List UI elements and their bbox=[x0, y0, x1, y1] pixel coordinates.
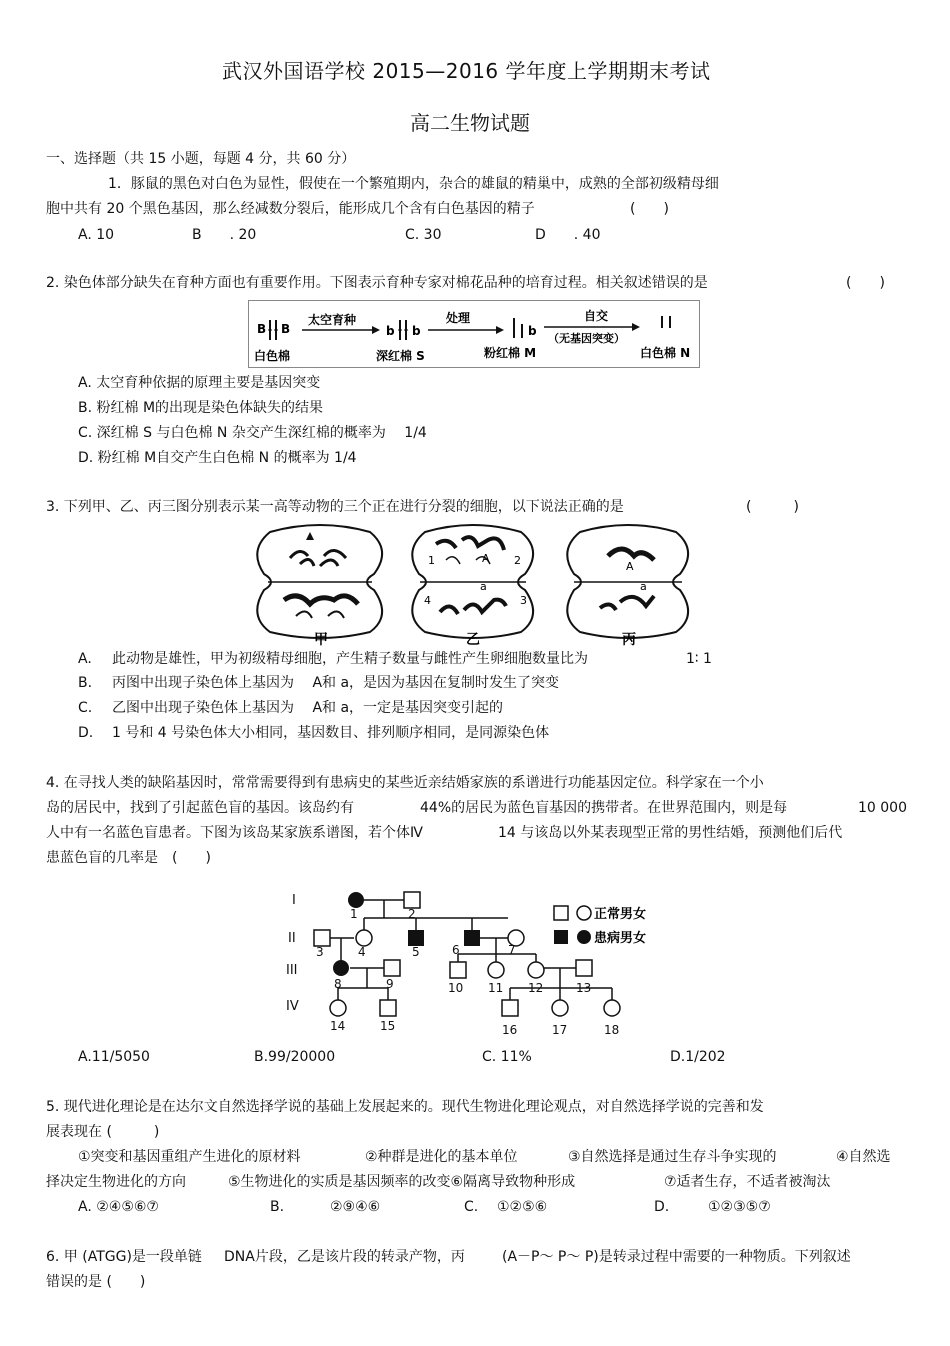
q2-gene-b-right: B bbox=[281, 322, 291, 336]
q3-gene-a: a bbox=[480, 580, 487, 593]
q4-line4: 患蓝色盲的几率是 ( ) bbox=[46, 850, 211, 866]
cell-jia bbox=[257, 525, 382, 638]
q3-option-d-text: 1 号和 4 号染色体大小相同，基因数目、排列顺序相同，是同源染色体 bbox=[112, 725, 550, 741]
legend-normal: 正常男女 bbox=[594, 907, 647, 922]
q3-label-bing: 丙 bbox=[622, 632, 636, 646]
q1-option-c: C. 30 bbox=[405, 227, 442, 243]
q2-label-white: 白色棉 bbox=[254, 349, 291, 363]
q2-gene-m: b bbox=[528, 324, 537, 338]
q1-line2: 胞中共有 20 个黑色基因，那么经减数分裂后，能形成几个含有白色基因的精子 bbox=[46, 201, 535, 217]
q2-option-a: A. 太空育种依据的原理主要是基因突变 bbox=[78, 375, 321, 391]
id-16: 16 bbox=[502, 1023, 518, 1036]
q4-line3a: 人中有一名蓝色盲患者。下图为该岛某家族系谱图，若个体Ⅳ bbox=[46, 825, 423, 841]
section-heading: 一、选择题（共 15 小题，每题 4 分，共 60 分） bbox=[46, 151, 356, 167]
q3-option-a-key: A. bbox=[78, 651, 92, 667]
q6-line1c: (A－P～ P～ P)是转录过程中需要的一种物质。下列叙述 bbox=[502, 1249, 851, 1265]
gen-II: II bbox=[288, 931, 296, 946]
q4-line2a: 岛的居民中，找到了引起蓝色盲的基因。该岛约有 bbox=[46, 800, 354, 816]
q3-option-c-key: C. bbox=[78, 700, 93, 716]
q2-gene-s1: b bbox=[386, 324, 395, 338]
id-13: 13 bbox=[576, 981, 592, 995]
q5-item-4a: ④自然选 bbox=[836, 1149, 891, 1165]
pedigree-5 bbox=[408, 930, 424, 946]
q2-label-s: 深红棉 S bbox=[376, 349, 425, 363]
q5-option-c-text: ①②⑤⑥ bbox=[497, 1199, 548, 1215]
q3-stem: 3. 下列甲、乙、丙三图分别表示某一高等动物的三个正在进行分裂的细胞，以下说法正确的是 bbox=[46, 499, 624, 515]
q1-option-a: A. 10 bbox=[78, 227, 115, 243]
pedigree-9 bbox=[384, 960, 400, 976]
q6-line1b: DNA片段，乙是该片段的转录产物，丙 bbox=[224, 1249, 465, 1265]
id-18: 18 bbox=[604, 1023, 620, 1036]
q2-arrow2-label: 处理 bbox=[446, 311, 471, 325]
q2-arrow3-top: 自交 bbox=[584, 309, 609, 323]
q2-option-b: B. 粉红棉 M的出现是染色体缺失的结果 bbox=[78, 400, 324, 416]
q5-item-3: ③自然选择是通过生存斗争实现的 bbox=[568, 1149, 777, 1165]
pedigree-2 bbox=[404, 892, 420, 908]
q2-label-m: 粉红棉 M bbox=[484, 346, 537, 360]
q4-option-b: B.99/20000 bbox=[254, 1049, 336, 1065]
q3-gene-A2: A bbox=[626, 560, 634, 573]
q4-line3b: 14 与该岛以外某表现型正常的男性结婚，预测他们后代 bbox=[498, 825, 843, 841]
id-17: 17 bbox=[552, 1023, 568, 1036]
q3-option-c-text: 乙图中出现子染色体上基因为 A和 a，一定是基因突变引起的 bbox=[112, 700, 504, 716]
id-9: 9 bbox=[386, 977, 394, 991]
q5-line2: 展表现在 ( ) bbox=[46, 1124, 160, 1140]
exam-title: 武汉外国语学校 2015—2016 学年度上学期期末考试 bbox=[222, 59, 711, 83]
q5-option-d-text: ①②③⑤⑦ bbox=[708, 1199, 771, 1215]
id-5: 5 bbox=[412, 945, 420, 959]
pedigree-12 bbox=[528, 962, 544, 978]
pedigree-4 bbox=[356, 930, 372, 946]
q2-gene-b-left: B bbox=[257, 322, 267, 336]
q3-label-yi: 乙 bbox=[466, 632, 480, 646]
q4-line2b: 44%的居民为蓝色盲基因的携带者。在世界范围内，则是每 bbox=[420, 800, 788, 816]
gen-IV: IV bbox=[286, 999, 299, 1014]
pedigree-3 bbox=[314, 930, 330, 946]
gen-III: III bbox=[286, 963, 298, 978]
id-4: 4 bbox=[358, 945, 366, 959]
q4-option-a: A.11/5050 bbox=[78, 1049, 150, 1065]
q5-item-7: ⑦适者生存，不适者被淘汰 bbox=[664, 1174, 831, 1190]
q4-line1: 4. 在寻找人类的缺陷基因时，常常需要得到有患病史的某些近亲结婚家族的系谱进行功能基因定位。科学家在一个小 bbox=[46, 775, 764, 791]
q3-label-jia: 甲 bbox=[314, 632, 328, 646]
q1-line1: 1．豚鼠的黑色对白色为显性，假使在一个繁殖期内，杂合的雄鼠的精巢中，成熟的全部初级精母细 bbox=[108, 176, 719, 192]
q2-label-n: 白色棉 N bbox=[640, 346, 691, 360]
q2-option-d: D. 粉红棉 M自交产生白色棉 N 的概率为 1/4 bbox=[78, 450, 357, 466]
pedigree-1 bbox=[348, 892, 364, 908]
id-14: 14 bbox=[330, 1019, 346, 1033]
q4-option-d: D.1/202 bbox=[670, 1049, 726, 1065]
q5-option-c-key: C. bbox=[464, 1199, 479, 1215]
id-12: 12 bbox=[528, 981, 544, 995]
id-2: 2 bbox=[408, 907, 416, 921]
q3-num-1: 1 bbox=[428, 554, 435, 567]
pedigree-18 bbox=[604, 1000, 620, 1016]
q3-gene-a2: a bbox=[640, 580, 647, 593]
q4-option-c: C. 11% bbox=[482, 1049, 532, 1065]
pedigree-8 bbox=[333, 960, 349, 976]
q1-option-b: B . 20 bbox=[192, 227, 257, 243]
q3-num-4: 4 bbox=[424, 594, 431, 607]
q3-paren: ( ) bbox=[746, 499, 799, 515]
id-3: 3 bbox=[316, 945, 324, 959]
cell-yi bbox=[412, 525, 533, 638]
q2-arrow3-bottom: （无基因突变） bbox=[548, 332, 625, 345]
q4-pedigree-figure bbox=[272, 878, 676, 1036]
pedigree-17 bbox=[552, 1000, 568, 1016]
q5-option-b-text: ②⑨④⑥ bbox=[330, 1199, 381, 1215]
q3-option-a-tail: 1∶ 1 bbox=[686, 651, 712, 667]
cell-bing bbox=[567, 525, 688, 638]
pedigree-15 bbox=[380, 1000, 396, 1016]
q2-arrow1-label: 太空育种 bbox=[308, 313, 357, 327]
pedigree-16 bbox=[502, 1000, 518, 1016]
q3-option-a-text: 此动物是雄性，甲为初级精母细胞，产生精子数量与雌性产生卵细胞数量比为 bbox=[112, 651, 588, 667]
q1-option-d: D . 40 bbox=[535, 227, 601, 243]
q4-line2c: 10 000 bbox=[858, 800, 907, 816]
id-8: 8 bbox=[334, 977, 342, 991]
q2-paren: ( ) bbox=[846, 275, 885, 291]
id-1: 1 bbox=[350, 907, 358, 921]
pedigree-6 bbox=[464, 930, 480, 946]
q5-item-1: ①突变和基因重组产生进化的原材料 bbox=[78, 1149, 301, 1165]
q5-option-b-key: B. bbox=[270, 1199, 285, 1215]
q5-line1: 5. 现代进化理论是在达尔文自然选择学说的基础上发展起来的。现代生物进化理论观点，对自然选择学说的完善和发 bbox=[46, 1099, 764, 1115]
id-15: 15 bbox=[380, 1019, 396, 1033]
q2-option-c: C. 深红棉 S 与白色棉 N 杂交产生深红棉的概率为 1/4 bbox=[78, 425, 427, 441]
q5-item-5-6: ⑤生物进化的实质是基因频率的改变⑥隔离导致物种形成 bbox=[228, 1174, 576, 1190]
q3-option-d-key: D. bbox=[78, 725, 94, 741]
q1-paren: ( ) bbox=[630, 201, 669, 217]
q3-cell-division-figure bbox=[250, 520, 696, 646]
pedigree-14 bbox=[330, 1000, 346, 1016]
id-11: 11 bbox=[488, 981, 504, 995]
q5-item-2: ②种群是进化的基本单位 bbox=[365, 1149, 518, 1165]
q5-option-a: A. ②④⑤⑥⑦ bbox=[78, 1199, 159, 1215]
id-10: 10 bbox=[448, 981, 464, 995]
exam-subtitle: 高二生物试题 bbox=[410, 111, 530, 135]
q5-option-d-key: D. bbox=[654, 1199, 670, 1215]
q2-gene-s2: b bbox=[412, 324, 421, 338]
legend-affected: 患病男女 bbox=[594, 931, 647, 946]
pedigree-13 bbox=[576, 960, 592, 976]
q5-item-4b: 择决定生物进化的方向 bbox=[46, 1174, 186, 1190]
id-6: 6 bbox=[452, 943, 460, 957]
q6-line2: 错误的是 ( ) bbox=[46, 1274, 146, 1290]
pedigree-11 bbox=[488, 962, 504, 978]
q6-line1a: 6. 甲 (ATGG)是一段单链 bbox=[46, 1249, 202, 1265]
q3-option-b-text: 丙图中出现子染色体上基因为 A和 a，是因为基因在复制时发生了突变 bbox=[112, 675, 560, 691]
pedigree-10 bbox=[450, 962, 466, 978]
q3-option-b-key: B. bbox=[78, 675, 93, 691]
id-7: 7 bbox=[508, 943, 516, 957]
q2-breeding-figure bbox=[248, 300, 700, 368]
q3-num-3: 3 bbox=[520, 594, 527, 607]
gen-I: I bbox=[292, 893, 296, 908]
q3-gene-A: A bbox=[482, 552, 490, 565]
q3-num-2: 2 bbox=[514, 554, 521, 567]
q2-stem: 2. 染色体部分缺失在育种方面也有重要作用。下图表示育种专家对棉花品种的培育过程。相关叙述错误的是 bbox=[46, 275, 708, 291]
